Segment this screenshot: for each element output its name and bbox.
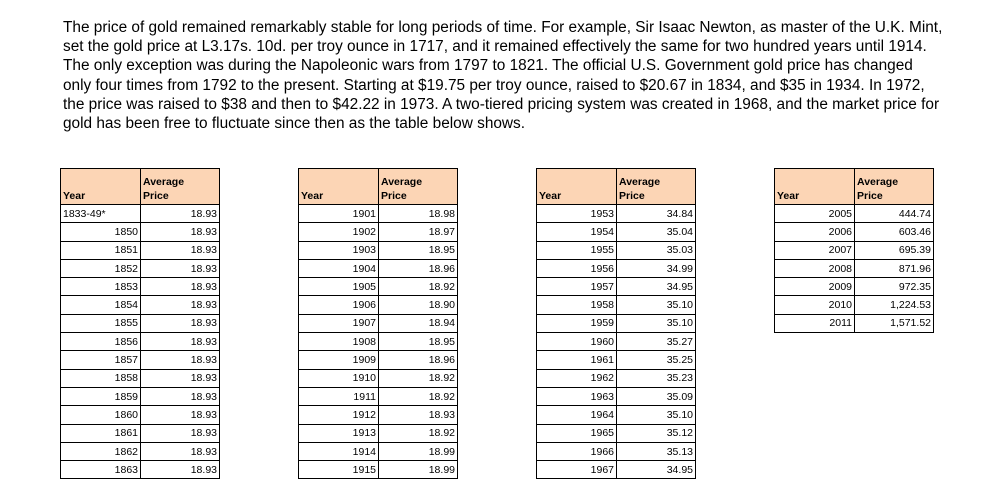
year-cell: 2005 xyxy=(775,205,855,223)
table-row xyxy=(537,333,696,351)
year-header: Year xyxy=(537,169,617,205)
price-cell: 35.13 xyxy=(617,442,696,460)
table-row xyxy=(299,424,458,442)
price-cell: 35.12 xyxy=(617,424,696,442)
price-cell: 18.92 xyxy=(379,369,458,387)
price-cell: 35.03 xyxy=(617,241,696,259)
table-row xyxy=(61,369,220,387)
year-cell: 1915 xyxy=(299,461,379,479)
price-cell: 18.93 xyxy=(141,314,220,332)
average-price-header-line2: Price xyxy=(143,190,169,202)
year-cell: 1856 xyxy=(61,333,141,351)
table-row xyxy=(299,333,458,351)
price-cell: 1,571.52 xyxy=(855,314,934,332)
year-cell: 1862 xyxy=(61,442,141,460)
table-row xyxy=(775,223,934,241)
price-cell: 18.93 xyxy=(141,205,220,223)
table-row xyxy=(537,442,696,460)
price-cell: 34.84 xyxy=(617,205,696,223)
table-row xyxy=(537,259,696,277)
average-price-header-line1: Average xyxy=(857,176,899,188)
price-cell: 18.95 xyxy=(379,333,458,351)
year-cell: 1960 xyxy=(537,333,617,351)
price-cell: 18.93 xyxy=(141,223,220,241)
table-row xyxy=(775,259,934,277)
price-cell: 444.74 xyxy=(855,205,934,223)
average-price-header xyxy=(617,169,696,205)
price-cell: 603.46 xyxy=(855,223,934,241)
price-cell: 695.39 xyxy=(855,241,934,259)
table-header-row xyxy=(775,169,934,205)
price-cell: 35.27 xyxy=(617,333,696,351)
table-row xyxy=(537,296,696,314)
table-row xyxy=(537,314,696,332)
table-row xyxy=(775,296,934,314)
table-row xyxy=(299,223,458,241)
year-cell: 2011 xyxy=(775,314,855,332)
price-cell: 18.93 xyxy=(141,278,220,296)
table-row xyxy=(61,406,220,424)
year-cell: 2007 xyxy=(775,241,855,259)
year-cell: 1906 xyxy=(299,296,379,314)
price-cell: 18.97 xyxy=(379,223,458,241)
table-row xyxy=(537,351,696,369)
price-cell: 35.10 xyxy=(617,406,696,424)
price-table-2 xyxy=(298,168,458,479)
table-row xyxy=(61,314,220,332)
intro-paragraph: The price of gold remained remarkably stable for long periods of time. For example, Sir Isaac Newton, as master of the U.K. Mint, set the gold price at L3.17s. 10d. per troy ounce in 1717, and it remained effectively the same for two hundred years until 1914. The only exception was during the Napoleonic wars from 1797 to 1821. The official U.S. Government gold price has changed only four times from 1792 to the present. Starting at $19.75 per troy ounce, raised to $20.67 in 1834, and $35 in 1934. In 1972, the price was raised to $38 and then to $42.22 in 1973. A two-tiered pricing system was created in 1968, and the market price for gold has been free to fluctuate since then as the table below shows. xyxy=(63,19,943,133)
table-row xyxy=(61,387,220,405)
table-row xyxy=(61,278,220,296)
price-cell: 18.95 xyxy=(379,241,458,259)
price-cell: 18.93 xyxy=(141,333,220,351)
year-cell: 1850 xyxy=(61,223,141,241)
price-cell: 18.93 xyxy=(141,442,220,460)
year-header: Year xyxy=(299,169,379,205)
price-cell: 18.92 xyxy=(379,387,458,405)
average-price-header-line2: Price xyxy=(857,190,883,202)
table-row xyxy=(299,259,458,277)
average-price-header xyxy=(379,169,458,205)
price-cell: 35.25 xyxy=(617,351,696,369)
table-row xyxy=(61,205,220,223)
table-row xyxy=(537,205,696,223)
table-row xyxy=(775,278,934,296)
average-price-header-line2: Price xyxy=(381,190,407,202)
table-header-row xyxy=(299,169,458,205)
price-cell: 18.93 xyxy=(141,241,220,259)
price-cell: 18.96 xyxy=(379,259,458,277)
table-row xyxy=(61,424,220,442)
year-cell: 1958 xyxy=(537,296,617,314)
price-cell: 18.93 xyxy=(141,351,220,369)
year-cell: 1910 xyxy=(299,369,379,387)
table-row xyxy=(299,278,458,296)
price-cell: 18.93 xyxy=(141,406,220,424)
year-cell: 1904 xyxy=(299,259,379,277)
year-cell: 2009 xyxy=(775,278,855,296)
price-cell: 18.92 xyxy=(379,424,458,442)
average-price-header xyxy=(855,169,934,205)
year-cell: 2010 xyxy=(775,296,855,314)
year-cell: 1907 xyxy=(299,314,379,332)
year-cell: 1905 xyxy=(299,278,379,296)
table-row xyxy=(299,296,458,314)
year-cell: 1954 xyxy=(537,223,617,241)
price-cell: 18.90 xyxy=(379,296,458,314)
table-row xyxy=(61,333,220,351)
year-cell: 1913 xyxy=(299,424,379,442)
price-table-4 xyxy=(774,168,934,333)
table-row xyxy=(537,241,696,259)
table-row xyxy=(537,387,696,405)
year-cell: 1967 xyxy=(537,461,617,479)
table-row xyxy=(299,369,458,387)
table-row xyxy=(61,241,220,259)
year-cell: 1956 xyxy=(537,259,617,277)
price-cell: 35.10 xyxy=(617,314,696,332)
year-cell: 1833-49* xyxy=(61,205,141,223)
year-cell: 1854 xyxy=(61,296,141,314)
year-cell: 1861 xyxy=(61,424,141,442)
year-cell: 1851 xyxy=(61,241,141,259)
year-cell: 1860 xyxy=(61,406,141,424)
table-header-row xyxy=(61,169,220,205)
price-cell: 35.09 xyxy=(617,387,696,405)
table-row xyxy=(537,278,696,296)
year-cell: 1959 xyxy=(537,314,617,332)
table-row xyxy=(299,241,458,259)
table-row xyxy=(299,442,458,460)
year-cell: 1914 xyxy=(299,442,379,460)
price-cell: 18.93 xyxy=(141,296,220,314)
table-row xyxy=(299,406,458,424)
year-cell: 1955 xyxy=(537,241,617,259)
price-cell: 35.04 xyxy=(617,223,696,241)
year-cell: 1908 xyxy=(299,333,379,351)
year-cell: 1964 xyxy=(537,406,617,424)
table-row xyxy=(61,259,220,277)
year-header: Year xyxy=(775,169,855,205)
year-cell: 1953 xyxy=(537,205,617,223)
year-cell: 2006 xyxy=(775,223,855,241)
average-price-header-line1: Average xyxy=(619,176,661,188)
year-cell: 1963 xyxy=(537,387,617,405)
price-cell: 18.92 xyxy=(379,278,458,296)
price-cell: 1,224.53 xyxy=(855,296,934,314)
price-cell: 18.93 xyxy=(141,259,220,277)
year-cell: 1858 xyxy=(61,369,141,387)
year-cell: 1912 xyxy=(299,406,379,424)
table-row xyxy=(299,387,458,405)
year-cell: 1957 xyxy=(537,278,617,296)
price-table-1 xyxy=(60,168,220,479)
price-cell: 18.94 xyxy=(379,314,458,332)
year-cell: 1852 xyxy=(61,259,141,277)
year-cell: 1961 xyxy=(537,351,617,369)
table-row xyxy=(61,351,220,369)
year-cell: 1909 xyxy=(299,351,379,369)
table-row xyxy=(61,223,220,241)
year-cell: 1857 xyxy=(61,351,141,369)
table-row xyxy=(61,296,220,314)
price-cell: 18.98 xyxy=(379,205,458,223)
average-price-header-line1: Average xyxy=(143,176,185,188)
table-row xyxy=(775,314,934,332)
year-cell: 1962 xyxy=(537,369,617,387)
year-cell: 1901 xyxy=(299,205,379,223)
table-row xyxy=(537,369,696,387)
price-table-3 xyxy=(536,168,696,479)
price-cell: 35.10 xyxy=(617,296,696,314)
table-row xyxy=(537,461,696,479)
price-cell: 34.95 xyxy=(617,278,696,296)
year-cell: 1965 xyxy=(537,424,617,442)
table-row xyxy=(775,241,934,259)
average-price-header xyxy=(141,169,220,205)
year-cell: 1911 xyxy=(299,387,379,405)
year-cell: 1902 xyxy=(299,223,379,241)
year-cell: 1859 xyxy=(61,387,141,405)
price-cell: 18.99 xyxy=(379,461,458,479)
table-row xyxy=(537,406,696,424)
table-row xyxy=(775,205,934,223)
table-header-row xyxy=(537,169,696,205)
price-cell: 871.96 xyxy=(855,259,934,277)
price-cell: 18.96 xyxy=(379,351,458,369)
table-row xyxy=(299,461,458,479)
price-cell: 34.99 xyxy=(617,259,696,277)
table-row xyxy=(61,442,220,460)
year-cell: 1853 xyxy=(61,278,141,296)
table-row xyxy=(61,461,220,479)
table-row xyxy=(299,205,458,223)
price-cell: 18.93 xyxy=(141,387,220,405)
table-row xyxy=(299,351,458,369)
price-cell: 34.95 xyxy=(617,461,696,479)
price-cell: 18.93 xyxy=(141,461,220,479)
price-cell: 35.23 xyxy=(617,369,696,387)
year-cell: 1855 xyxy=(61,314,141,332)
table-row xyxy=(537,223,696,241)
year-cell: 2008 xyxy=(775,259,855,277)
table-row xyxy=(537,424,696,442)
price-cell: 18.93 xyxy=(141,369,220,387)
price-cell: 18.93 xyxy=(141,424,220,442)
year-header: Year xyxy=(61,169,141,205)
table-row xyxy=(299,314,458,332)
price-cell: 972.35 xyxy=(855,278,934,296)
price-cell: 18.93 xyxy=(379,406,458,424)
year-cell: 1863 xyxy=(61,461,141,479)
price-cell: 18.99 xyxy=(379,442,458,460)
year-cell: 1966 xyxy=(537,442,617,460)
average-price-header-line2: Price xyxy=(619,190,645,202)
year-cell: 1903 xyxy=(299,241,379,259)
average-price-header-line1: Average xyxy=(381,176,423,188)
